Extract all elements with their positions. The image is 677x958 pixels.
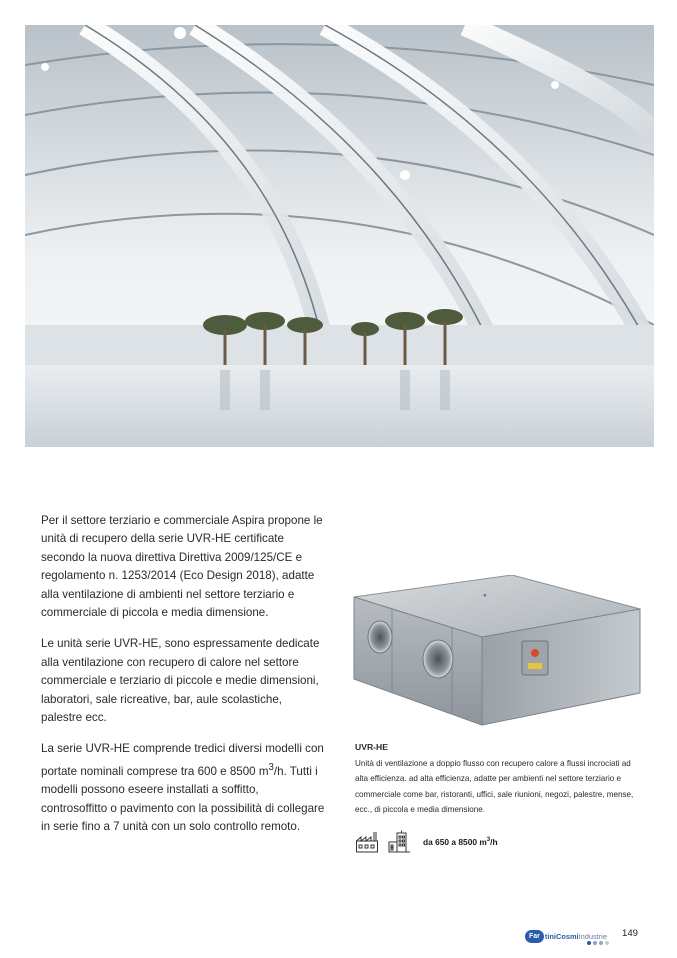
body-text <box>41 512 325 849</box>
brand-logo <box>525 927 607 945</box>
logo-dot <box>593 941 597 945</box>
logo-dot <box>605 941 609 945</box>
factory-icon <box>355 830 379 854</box>
logo-dot <box>599 941 603 945</box>
logo-dot <box>587 941 591 945</box>
product-title: UVR-HE <box>355 742 388 752</box>
logo-text: tiniCosmiIndustrie <box>544 931 607 941</box>
flow-range: da 650 a 8500 $m^3/h$ <box>423 837 498 847</box>
paragraph-1: Per il settore terziario e commerciale Aspira propone le unità di recupero della serie UVR-HE certificate secondo la nuova direttiva Direttiva 2009/125/CE e regolamento n. 1253/2014 (Eco Design 2018), adatte alla ventilazione di ambienti nel settore terziario e commerciale di piccola e media dimensione. <box>41 514 323 620</box>
paragraph-2: Le unità serie UVR-HE, sono espressamente dedicate alla ventilazione con recupero di calore nel settore commerciale e terziario di piccole e medie dimensioni, laboratori, sale ricreative, bar, aule scolastiche, palestre ecc. <box>41 637 320 725</box>
page-number: 149 <box>622 928 639 939</box>
flow-range-row <box>355 829 655 855</box>
product-image <box>352 575 642 730</box>
product-description: Unità di ventilazione a doppio flusso con recupero calore a flussi incrociati ad alta efficienza. ad alta efficienza, adatte per ambienti nel settore terziario e commerciale come bar, ristoranti, uffici, sale riunioni, negozi, palestre, mense, ecc., di piccola e media dimensione. <box>355 758 634 815</box>
logo-badge: Far <box>525 930 544 943</box>
hero-image <box>25 25 654 447</box>
building-icon <box>387 830 411 854</box>
svg-text:✦: ✦ <box>481 593 488 600</box>
product-caption <box>355 740 645 818</box>
paragraph-3: La serie UVR-HE comprende tredici diversi modelli con portate nominali comprese tra 600 e 8500 $m^3/h$. Tutti i modelli possono eseere installati a soffitto, controsoffitto o pavimento con la possibilità di collegare in serie fino a 7 unità con un solo controllo remoto. <box>41 742 325 833</box>
logo-dots <box>587 941 609 945</box>
